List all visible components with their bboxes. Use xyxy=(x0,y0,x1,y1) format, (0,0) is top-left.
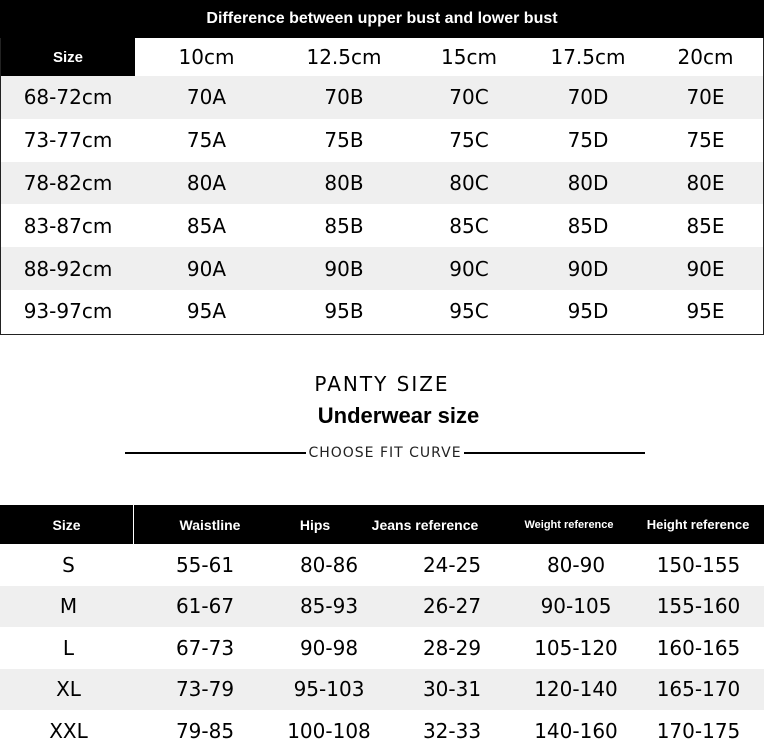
size-cell: XL xyxy=(56,677,81,702)
waistline-cell: 73-79 xyxy=(175,677,235,702)
bra-column-header: 12.5cm xyxy=(306,45,382,69)
bra-table-row xyxy=(1,204,763,247)
underwear-size-subtitle: Underwear size xyxy=(317,403,480,428)
bra-cell: 90D xyxy=(567,256,609,281)
hips-cell: 100-108 xyxy=(287,718,371,743)
size-table-header xyxy=(0,505,764,544)
height-cell: 165-170 xyxy=(656,677,741,702)
bra-table-row xyxy=(1,76,763,119)
bra-cell: 85B xyxy=(324,213,364,238)
height-cell: 155-160 xyxy=(656,594,741,619)
bra-column-header: 10cm xyxy=(178,45,235,69)
bra-table-row xyxy=(1,162,763,205)
bra-cell: 75A xyxy=(186,128,227,153)
bra-cell: 80A xyxy=(186,170,227,195)
hips-cell: 85-93 xyxy=(299,594,359,619)
jeans-cell: 26-27 xyxy=(422,594,482,619)
bra-column-header: 17.5cm xyxy=(550,45,626,69)
bra-cell: 80E xyxy=(686,170,725,195)
bra-cell: 70D xyxy=(567,85,609,110)
jeans-cell: 28-29 xyxy=(422,635,482,660)
size-table-row xyxy=(0,710,764,752)
jeans-cell: 30-31 xyxy=(422,677,482,702)
bra-cell: 95D xyxy=(567,299,609,324)
bra-table-row xyxy=(1,119,763,162)
divider-line-left xyxy=(125,452,306,454)
jeans-cell: 32-33 xyxy=(422,718,482,743)
bra-cell: 70B xyxy=(324,85,364,110)
bra-table-row xyxy=(1,290,763,333)
hips-cell: 90-98 xyxy=(299,635,359,660)
bra-row-label: 78-82cm xyxy=(23,170,113,195)
bra-row-label: 88-92cm xyxy=(23,256,113,281)
bra-row-label: 73-77cm xyxy=(23,128,113,153)
bra-cell: 95A xyxy=(186,299,227,324)
size-cell: L xyxy=(62,635,75,660)
size-cell: M xyxy=(59,594,78,619)
bra-cell: 90E xyxy=(686,256,725,281)
divider-line-right xyxy=(464,452,645,454)
jeans-cell: 24-25 xyxy=(422,552,482,577)
height-cell: 150-155 xyxy=(656,552,741,577)
weight-cell: 105-120 xyxy=(534,635,618,660)
bra-cell: 80B xyxy=(324,170,364,195)
waistline-cell: 67-73 xyxy=(175,635,235,660)
bra-cell: 85A xyxy=(186,213,227,238)
bra-cell: 75E xyxy=(686,128,725,153)
bra-size-table xyxy=(0,38,764,335)
waistline-cell: 79-85 xyxy=(175,718,235,743)
bra-row-label: 68-72cm xyxy=(23,85,113,110)
bra-row-label: 93-97cm xyxy=(23,299,113,324)
waistline-cell: 55-61 xyxy=(175,552,235,577)
bra-column-header: 15cm xyxy=(441,45,497,69)
bra-cell: 75C xyxy=(449,128,489,153)
size-table-row xyxy=(0,669,764,711)
bra-row-label: 83-87cm xyxy=(23,213,113,238)
bra-table-header xyxy=(1,38,763,76)
hips-cell: 95-103 xyxy=(293,677,365,702)
height-column-header: Height reference xyxy=(646,517,750,532)
height-cell: 170-175 xyxy=(656,718,741,743)
weight-cell: 140-160 xyxy=(534,718,618,743)
bra-table-row xyxy=(1,247,763,290)
bra-cell: 95E xyxy=(686,299,725,324)
bra-cell: 70E xyxy=(686,85,725,110)
fit-curve-label: CHOOSE FIT CURVE xyxy=(308,445,462,461)
bra-cell: 75D xyxy=(567,128,609,153)
hips-column-header: Hips xyxy=(299,516,331,533)
bra-cell: 90A xyxy=(186,256,227,281)
bra-cell: 95C xyxy=(449,299,489,324)
weight-cell: 80-90 xyxy=(546,552,606,577)
jeans-column-header: Jeans reference xyxy=(371,516,479,533)
bra-chart-title: Difference between upper bust and lower bust xyxy=(0,0,764,38)
bra-cell: 90B xyxy=(324,256,364,281)
bra-column-header: 20cm xyxy=(677,45,734,69)
weight-cell: 90-105 xyxy=(540,594,612,619)
waistline-column-header: Waistline xyxy=(179,516,241,533)
bra-cell: 90C xyxy=(449,256,489,281)
size-cell: XXL xyxy=(49,718,88,743)
bra-cell: 85E xyxy=(686,213,725,238)
panty-size-title: PANTY SIZE xyxy=(314,372,450,396)
bra-cell: 75B xyxy=(324,128,364,153)
bra-cell: 80D xyxy=(567,170,609,195)
size-table-row xyxy=(0,627,764,669)
fit-curve-divider xyxy=(125,444,645,462)
bra-cell: 85D xyxy=(567,213,609,238)
size-cell: S xyxy=(62,552,75,577)
bra-cell: 80C xyxy=(449,170,489,195)
size-table-row xyxy=(0,586,764,628)
height-cell: 160-165 xyxy=(656,635,741,660)
size-table-row xyxy=(0,544,764,586)
bra-cell: 70C xyxy=(449,85,489,110)
hips-cell: 80-86 xyxy=(299,552,359,577)
bra-cell: 95B xyxy=(324,299,364,324)
weight-column-header: Weight reference xyxy=(524,518,614,531)
bra-cell: 85C xyxy=(449,213,489,238)
size-column-header: Size xyxy=(0,505,134,544)
weight-cell: 120-140 xyxy=(534,677,618,702)
bra-cell: 70A xyxy=(186,85,227,110)
waistline-cell: 61-67 xyxy=(175,594,235,619)
size-table-body xyxy=(0,544,764,752)
bra-size-header: Size xyxy=(1,38,135,76)
